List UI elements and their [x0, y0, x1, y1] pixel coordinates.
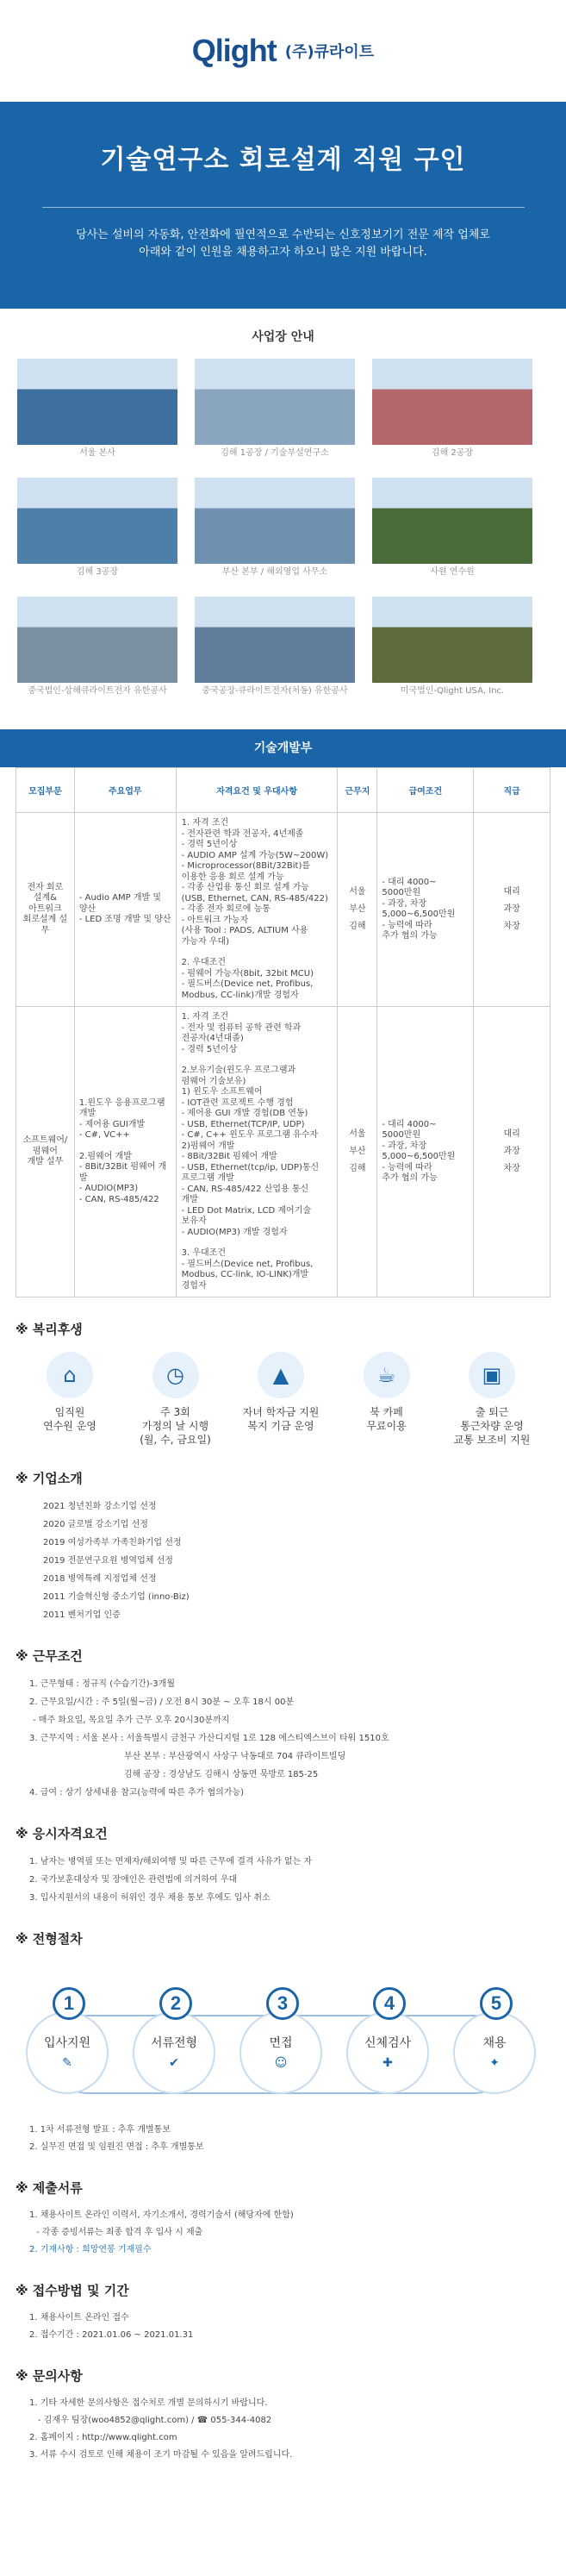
col-header-duty: 주요업무 [74, 768, 176, 813]
job-table [16, 767, 550, 1297]
cell-line: 펌웨어 기술보유) [181, 1076, 246, 1086]
cell-line: - LED Dot Matrix, LCD 제어기술 [181, 1205, 312, 1216]
handshake-icon: ✦ [489, 2056, 500, 2070]
benefit-line: 통근차량 운영 [460, 1420, 524, 1432]
step-label: 서류전형 [150, 2036, 198, 2050]
cell-line: 과장 [503, 1147, 520, 1156]
benefit-text [22, 1405, 117, 1433]
cell-line: 3. 우대조건 [181, 1248, 227, 1258]
page-title: 기술연구소 회로설계 직원 구인 [100, 145, 466, 175]
benefit-line: 북 카페 [370, 1406, 403, 1418]
cell-line: - AUDIO(MP3) [78, 1184, 139, 1194]
process-notes [29, 2122, 566, 2156]
inquiry-title: ※ 문의사항 [16, 2368, 83, 2384]
cell-line: 2.펌웨어 개발 [78, 1151, 132, 1161]
site-photo [195, 597, 355, 683]
step-number: 5 [480, 1987, 513, 2020]
site-photo [17, 478, 177, 564]
cell-line: - CAN, RS-485/422 [78, 1194, 159, 1204]
site-caption: 중국법인-상해큐라이트전자 유한공사 [28, 686, 167, 696]
cell-line: 추가 협의 가능 [382, 1173, 438, 1183]
list-item: 2019 전문연구요원 병역업체 선정 [43, 1556, 173, 1566]
benefit-line: 주 3회 [160, 1406, 190, 1418]
role-cell [16, 1007, 75, 1297]
cell-line: 추가 협의 가능 [382, 931, 438, 941]
col-header-location: 근무지 [338, 768, 377, 813]
requirements-cell [176, 813, 338, 1007]
table-row [16, 1007, 550, 1297]
step-number: 4 [373, 1987, 406, 2020]
site-photo [17, 597, 177, 683]
conditions-list [29, 1675, 566, 1802]
benefit-line: 연수원 운영 [43, 1420, 96, 1432]
cell-line: 1.윈도우 응용프로그램 [78, 1097, 165, 1108]
site-photo [372, 597, 532, 683]
site-card [372, 597, 532, 707]
list-item: 2. 실무진 면접 및 임원진 면접 : 추후 개별통보 [29, 2142, 204, 2152]
cell-line: - Microprocessor(8Bit/32Bit)를 [181, 861, 311, 871]
benefits-title: ※ 복리후생 [16, 1322, 83, 1337]
cell-line: - 8Bit/32Bit 펌웨어 개발 [181, 1152, 277, 1161]
cell-line: 5000만원 [382, 888, 421, 897]
step-label: 면접 [269, 2036, 293, 2050]
site-card [195, 478, 355, 588]
hero-divider [42, 207, 525, 208]
site-caption: 중국공장-큐라이트전자(처동) 유한공사 [202, 686, 348, 696]
pay-cell [377, 813, 474, 1007]
cell-line: - USB, Ethernet(tcp/ip, UDP)통신 [181, 1162, 320, 1172]
cell-line: 5,000~6,500만원 [382, 1152, 456, 1161]
cell-line: - 각종 산업용 통신 회로 설계 가능 [181, 883, 309, 892]
list-item: 2. 국가보훈대상자 및 장애인은 관련법에 의거하여 우대 [29, 1875, 238, 1885]
list-item: - 매주 화요일, 목요일 추가 근무 오후 20시30분까지 [33, 1716, 230, 1725]
cell-line: 개발 [78, 1109, 96, 1119]
list-item: 김해 공장 : 경상남도 김해시 상동면 묵방로 185-25 [124, 1770, 319, 1779]
list-item: 2. 근무요일/시간 : 주 5일(월~금) / 오전 8시 30분 ~ 오후 18시 00분 [29, 1698, 295, 1707]
site-caption: 김해 2공장 [431, 448, 474, 458]
step-number: 3 [266, 1987, 299, 2020]
pay-cell [377, 1007, 474, 1297]
site-gallery [17, 359, 566, 707]
list-item: 3. 근무지역 : 서울 본사 : 서울특별시 금천구 가산디지털 1로 128 에스티엑스브이 타워 1510호 [29, 1734, 389, 1743]
table-header-row [16, 768, 550, 813]
list-item: 1. 남자는 병역필 또는 면제자/해외여행 및 따른 근무에 결격 사유가 없는 자 [29, 1857, 313, 1866]
document-icon: ✎ [62, 2056, 72, 2070]
site-card [195, 359, 355, 469]
cell-line [182, 947, 333, 958]
cell-line: - 대리 4000~ [382, 877, 437, 887]
cell-line: - 각종 전자 회로에 능통 [181, 904, 271, 914]
cell-line: 보유자 [181, 1216, 207, 1226]
step-number: 2 [159, 1987, 192, 2020]
hero-banner [0, 102, 566, 309]
site-photo [195, 359, 355, 445]
eligibility-list [29, 1853, 566, 1907]
graduation-cap-icon: ▲ [258, 1352, 304, 1398]
list-item: 3. 서류 수시 검토로 인해 채용이 조기 마감될 수 있음을 알려드립니다. [29, 2450, 293, 2460]
apply-title: ※ 접수방법 및 기간 [16, 2283, 129, 2298]
cell-line: 1) 윈도우 소프트웨어 [181, 1087, 263, 1097]
benefit-item [22, 1352, 117, 1447]
site-card [372, 359, 532, 469]
qlight-logo: Qlight [191, 33, 277, 68]
cell-line: 2)펌웨어 개발 [181, 1141, 235, 1151]
cell-line: 서울 [349, 1129, 366, 1139]
cell-line: 가능자 우대) [181, 936, 230, 947]
site-photo [17, 359, 177, 445]
cell-line: 아트워크 [28, 903, 62, 914]
inquiry-list [29, 2395, 566, 2464]
cell-line: - 필드버스(Device net, Profibus, [181, 1259, 314, 1269]
list-item: 부산 본부 : 부산광역시 사상구 낙동대로 704 큐라이트빌딩 [124, 1752, 346, 1761]
cell-line: 차장 [503, 922, 520, 931]
cell-line: - IOT관련 프로젝트 수행 경험 [181, 1097, 294, 1108]
cell-line: - AUDIO(MP3) 개발 경험자 [181, 1227, 288, 1237]
cell-line: - 능력에 따라 [382, 1162, 432, 1172]
cell-line: Modbus, CC-link)개발 경험자 [181, 990, 299, 1000]
process-title: ※ 전형절차 [16, 1931, 83, 1947]
step-label: 신체검사 [364, 2036, 412, 2050]
list-item: 3. 입사지원서의 내용이 허위인 경우 채용 통보 후에도 입사 취소 [29, 1893, 271, 1903]
site-photo [195, 478, 355, 564]
requirements-cell [176, 1007, 338, 1297]
rank-cell [474, 813, 550, 1007]
cell-line: 김해 [349, 922, 366, 931]
site-caption: 사원 연수원 [430, 567, 475, 577]
cell-line: (USB, Ethernet, CAN, RS-485/422) [181, 893, 328, 903]
cell-line: 회로설계 설무 [22, 915, 68, 935]
cell-line: - CAN, RS-485/422 산업용 통신 [181, 1184, 309, 1194]
hero-description-1: 당사는 설비의 자동화, 안전화에 필연적으로 수반되는 신호정보기기 전문 제작 업체로 [76, 228, 490, 241]
benefit-line: 임직원 [54, 1406, 85, 1418]
benefit-line: 가정의 날 시행 [141, 1420, 209, 1432]
folder-check-icon: ✔ [169, 2056, 179, 2070]
site-caption: 미국법인-Qlight USA, Inc. [400, 686, 505, 696]
cell-line [182, 1238, 333, 1248]
cell-line: 프로그램 개발 [181, 1173, 234, 1183]
table-row [16, 813, 550, 1007]
coffee-cup-icon: ☕ [364, 1352, 410, 1398]
cell-line: - 아트워크 가능자 [181, 915, 249, 925]
cell-line: 전자 회로 [27, 882, 64, 892]
cell-line: Modbus, CC-link, IO-LINK)개발 [181, 1270, 309, 1279]
benefit-item [128, 1352, 223, 1447]
process-step [346, 1992, 429, 2094]
cell-line: - USB, Ethernet(TCP/IP, UDP) [181, 1119, 305, 1129]
location-cell [338, 813, 377, 1007]
cell-line: - 제어용 GUI개발 [78, 1119, 146, 1129]
conditions-title: ※ 근무조건 [16, 1648, 83, 1664]
benefit-text [128, 1405, 223, 1447]
list-item: - 각종 증빙서류는 최종 합격 후 입사 시 제출 [36, 2228, 203, 2237]
cell-line: - 펌웨어 가능자(8bit, 32bit MCU) [181, 968, 314, 979]
list-item: 2. 접수기간 : 2021.01.06 ~ 2021.01.31 [29, 2330, 194, 2340]
benefit-line: (월, 수, 금요일) [140, 1434, 211, 1446]
list-item: 1. 채용사이트 온라인 이력서, 자기소개서, 경력기술서 (해당자에 한함) [29, 2210, 294, 2220]
clock-icon: ◷ [152, 1352, 199, 1398]
cell-line: 5,000~6,500만원 [382, 910, 456, 919]
list-item: 2019 여성가족부 가족친화기업 선정 [43, 1538, 182, 1547]
eligibility-title: ※ 응시자격요건 [16, 1826, 108, 1841]
cell-line: 경험자 [181, 1280, 207, 1291]
cell-line: 펌웨어 [32, 1146, 58, 1156]
cell-line: 서울 [349, 887, 366, 897]
list-item: 1. 기타 자세한 문의사항은 접수처로 개별 문의하시기 바랍니다. [29, 2398, 268, 2408]
col-header-requirements: 자격요건 및 우대사항 [176, 768, 338, 813]
cell-line: 1. 자격 조건 [181, 1012, 229, 1022]
process-step [26, 1992, 109, 2094]
cell-line: 2. 우대조건 [181, 958, 227, 967]
cell-line: 설계& [33, 893, 57, 903]
bus-icon: ▣ [469, 1352, 515, 1398]
site-card [17, 359, 177, 469]
documents-list [29, 2207, 566, 2259]
list-item: 2011 벤처기업 인증 [43, 1610, 121, 1620]
cell-line: - 경력 5년이상 [181, 1044, 238, 1054]
duty-cell [74, 1007, 176, 1297]
department-band: 기술개발부 [0, 729, 566, 767]
cell-line: 소프트웨어/ [22, 1135, 68, 1146]
benefit-text [233, 1405, 328, 1433]
company-name: (주)큐라이트 [284, 43, 375, 61]
process-step [453, 1992, 536, 2094]
step-number: 1 [53, 1987, 85, 2020]
stethoscope-icon: ✚ [383, 2056, 393, 2070]
cell-line: - 전자관련 학과 전공자, 4년제졸 [181, 828, 304, 839]
site-card [17, 597, 177, 707]
cell-line: 대리 [503, 887, 520, 897]
site-photo [372, 478, 532, 564]
cell-line: - 전자 및 컴퓨터 공학 관련 학과 [181, 1022, 302, 1033]
house-icon: ⌂ [47, 1352, 93, 1398]
list-item: 1. 채용사이트 온라인 접수 [29, 2313, 129, 2323]
site-card [195, 597, 355, 707]
cell-line: - LED 조명 개발 및 양산 [78, 915, 171, 925]
cell-line: - 8Bit/32Bit 펌웨어 개발 [78, 1162, 167, 1183]
cell-line: 이용한 응용 회로 설계 가능 [181, 872, 284, 882]
cell-line: - 과장, 차장 [382, 1141, 427, 1151]
people-icon: ☺ [274, 2056, 288, 2070]
cell-line: - 대리 4000~ [382, 1119, 437, 1129]
cell-line: 전공자(4년대졸) [181, 1034, 244, 1043]
benefit-text [339, 1405, 434, 1433]
cell-line: 차장 [503, 1164, 520, 1173]
cell-line: 대리 [503, 1129, 520, 1139]
cell-line: - C#, VC++ [78, 1130, 130, 1141]
cell-line: - 경력 5년이상 [181, 840, 238, 849]
cell-line: 5000만원 [382, 1130, 421, 1140]
list-item: 2011 기술혁신형 중소기업 (inno-Biz) [43, 1592, 190, 1602]
location-cell [338, 1007, 377, 1297]
logo-header [0, 0, 566, 102]
list-item: 2020 글로벌 강소기업 선정 [43, 1520, 148, 1529]
cell-line: 부산 [349, 904, 366, 914]
cell-line: 개발 [181, 1195, 198, 1204]
benefit-item [339, 1352, 434, 1447]
benefit-line: 무료이용 [366, 1420, 407, 1432]
site-card [17, 478, 177, 588]
benefit-line: 복지 기금 운영 [247, 1420, 314, 1432]
list-item: 4. 급여 : 상기 상세내용 참고(능력에 따른 추가 협의가능) [29, 1788, 245, 1798]
site-caption: 김해 3공장 [76, 567, 119, 577]
list-item: 2018 병역특례 지정업체 선정 [43, 1574, 157, 1584]
site-photo [372, 359, 532, 445]
cell-line: - Audio AMP 개발 및 양산 [78, 893, 162, 914]
cell-line: 2.보유기술(윈도우 프로그램과 [181, 1066, 296, 1075]
process-step [133, 1992, 215, 2094]
role-cell [16, 813, 75, 1007]
apply-list [29, 2310, 566, 2344]
cell-line: 과장 [503, 904, 520, 914]
cell-line: - AUDIO AMP 설계 가능(5W~200W) [181, 850, 329, 860]
sites-title: 사업장 안내 [252, 330, 314, 344]
cell-line [182, 1055, 333, 1066]
hero-description-2: 아래와 같이 인원을 채용하고자 하오니 많은 지원 바랍니다. [139, 246, 427, 259]
cell-line: - 필드버스(Device net, Profibus, [181, 979, 314, 989]
list-item: 1. 1차 서류전형 발표 : 추후 개별통보 [29, 2125, 171, 2135]
cell-line: - 제어용 GUI 개발 경험(DB 연동) [181, 1109, 308, 1118]
site-card [372, 478, 532, 588]
company-title: ※ 기업소개 [16, 1471, 83, 1486]
rank-cell [474, 1007, 550, 1297]
list-item: - 김재우 팀장(woo4852@qlight.com) / ☎ 055-344-4082 [38, 2416, 272, 2425]
cell-line: 김해 [349, 1164, 366, 1173]
cell-line: - C#, C++ 윈도우 프로그램 유수자 [181, 1130, 319, 1140]
step-label: 채용 [482, 2036, 507, 2050]
process-step [239, 1992, 322, 2094]
list-item: 2. 홈페이지 : http://www.qlight.com [29, 2433, 177, 2442]
benefit-line: 출 퇴근 [475, 1406, 509, 1418]
benefit-text [445, 1405, 539, 1447]
cell-line: 부산 [349, 1147, 366, 1156]
documents-title: ※ 제출서류 [16, 2180, 83, 2196]
salary-note: 2. 기재사항 : 희망연봉 기재필수 [29, 2245, 152, 2254]
cell-line: 개발 설무 [27, 1157, 64, 1167]
benefits-list [22, 1352, 539, 1447]
site-caption: 서울 본사 [79, 448, 115, 458]
cell-line: (사용 Tool : PADS, ALTIUM 사용 [181, 926, 308, 935]
cell-line: 1. 자격 조건 [181, 818, 229, 828]
company-list [29, 1497, 566, 1624]
site-caption: 김해 1공장 / 기술부설연구소 [221, 448, 329, 458]
site-caption: 부산 본부 / 해외영업 사무소 [221, 567, 328, 577]
cell-line [79, 1141, 171, 1152]
step-label: 입사지원 [43, 2036, 91, 2050]
benefit-item [445, 1352, 539, 1447]
list-item: 2021 청년친화 강소기업 선정 [43, 1502, 157, 1511]
benefit-line: 자녀 학자금 지원 [242, 1406, 320, 1418]
list-item: 1. 근무형태 : 정규직 (수습기간)-3개월 [29, 1679, 175, 1689]
duty-cell [74, 813, 176, 1007]
col-header-rank: 직급 [474, 768, 550, 813]
col-header-pay: 급여조건 [377, 768, 474, 813]
cell-line: - 능력에 따라 [382, 920, 432, 930]
process-steps [22, 1965, 539, 2111]
cell-line: - 과장, 차장 [382, 898, 427, 909]
col-header-role: 모집부문 [16, 768, 75, 813]
benefit-item [233, 1352, 328, 1447]
benefit-line: 교통 보조비 지원 [453, 1434, 531, 1446]
